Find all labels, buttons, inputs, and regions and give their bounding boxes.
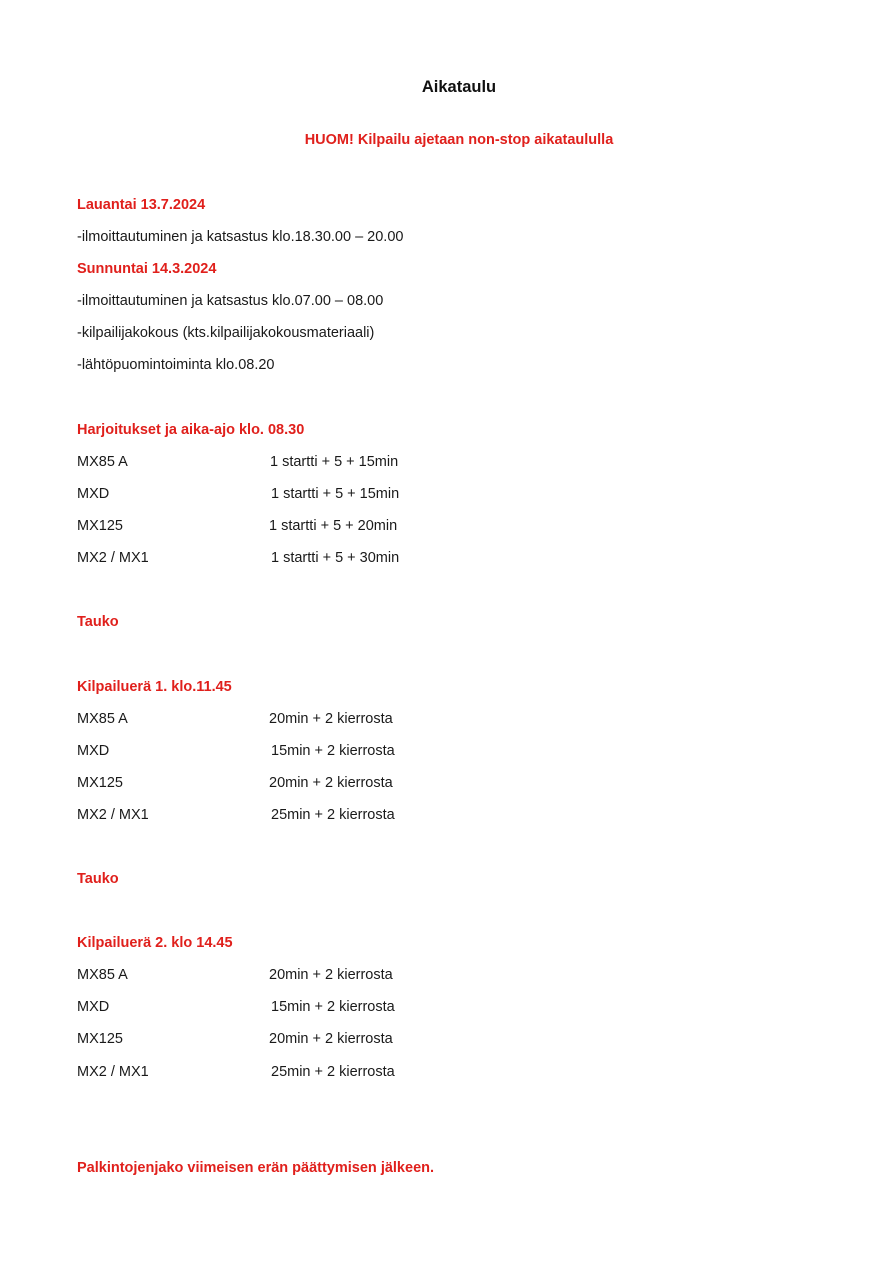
heat1-class: MX85 A (77, 711, 128, 727)
practice-value: 1 startti + 5 + 30min (271, 550, 400, 566)
page-title: Aikataulu (421, 78, 497, 96)
practice-class: MXD (77, 486, 110, 502)
practice-class: MX85 A (77, 454, 128, 470)
sunday-item: -ilmoittautuminen ja katsastus klo.07.00 – 08.00 (77, 293, 384, 309)
heat2-value: 25min + 2 kierrosta (271, 1064, 395, 1080)
heat2-value: 20min + 2 kierrosta (269, 1031, 393, 1047)
heat2-heading: Kilpailuerä 2. klo 14.45 (77, 935, 233, 951)
practice-value: 1 startti + 5 + 20min (269, 518, 398, 534)
sunday-item: -lähtöpuomintoiminta klo.08.20 (77, 357, 275, 373)
heat1-class: MX2 / MX1 (77, 807, 149, 823)
heat2-value: 20min + 2 kierrosta (269, 967, 393, 983)
heat1-value: 20min + 2 kierrosta (269, 711, 393, 727)
heat2-class: MX85 A (77, 967, 128, 983)
heat1-class: MXD (77, 743, 110, 759)
saturday-heading: Lauantai 13.7.2024 (77, 197, 206, 213)
break-heading: Tauko (77, 614, 119, 630)
heat2-class: MX2 / MX1 (77, 1064, 149, 1080)
saturday-item: -ilmoittautuminen ja katsastus klo.18.30.00 – 20.00 (77, 229, 404, 245)
heat2-value: 15min + 2 kierrosta (271, 999, 395, 1015)
sunday-item: -kilpailijakokous (kts.kilpailijakokousmateriaali) (77, 325, 375, 341)
heat1-value: 15min + 2 kierrosta (271, 743, 395, 759)
awards-text: Palkintojenjako viimeisen erän päättymisen jälkeen. (77, 1160, 435, 1176)
heat1-heading: Kilpailuerä 1. klo.11.45 (77, 679, 232, 695)
practice-value: 1 startti + 5 + 15min (270, 454, 399, 470)
practice-heading: Harjoitukset ja aika-ajo klo. 08.30 (77, 422, 305, 438)
heat2-class: MXD (77, 999, 110, 1015)
break-heading: Tauko (77, 871, 119, 887)
sunday-heading: Sunnuntai 14.3.2024 (77, 261, 217, 277)
practice-value: 1 startti + 5 + 15min (271, 486, 400, 502)
heat1-class: MX125 (77, 775, 123, 791)
practice-class: MX2 / MX1 (77, 550, 149, 566)
heat1-value: 20min + 2 kierrosta (269, 775, 393, 791)
practice-class: MX125 (77, 518, 123, 534)
notice-text: HUOM! Kilpailu ajetaan non-stop aikataululla (304, 132, 614, 148)
heat1-value: 25min + 2 kierrosta (271, 807, 395, 823)
heat2-class: MX125 (77, 1031, 123, 1047)
